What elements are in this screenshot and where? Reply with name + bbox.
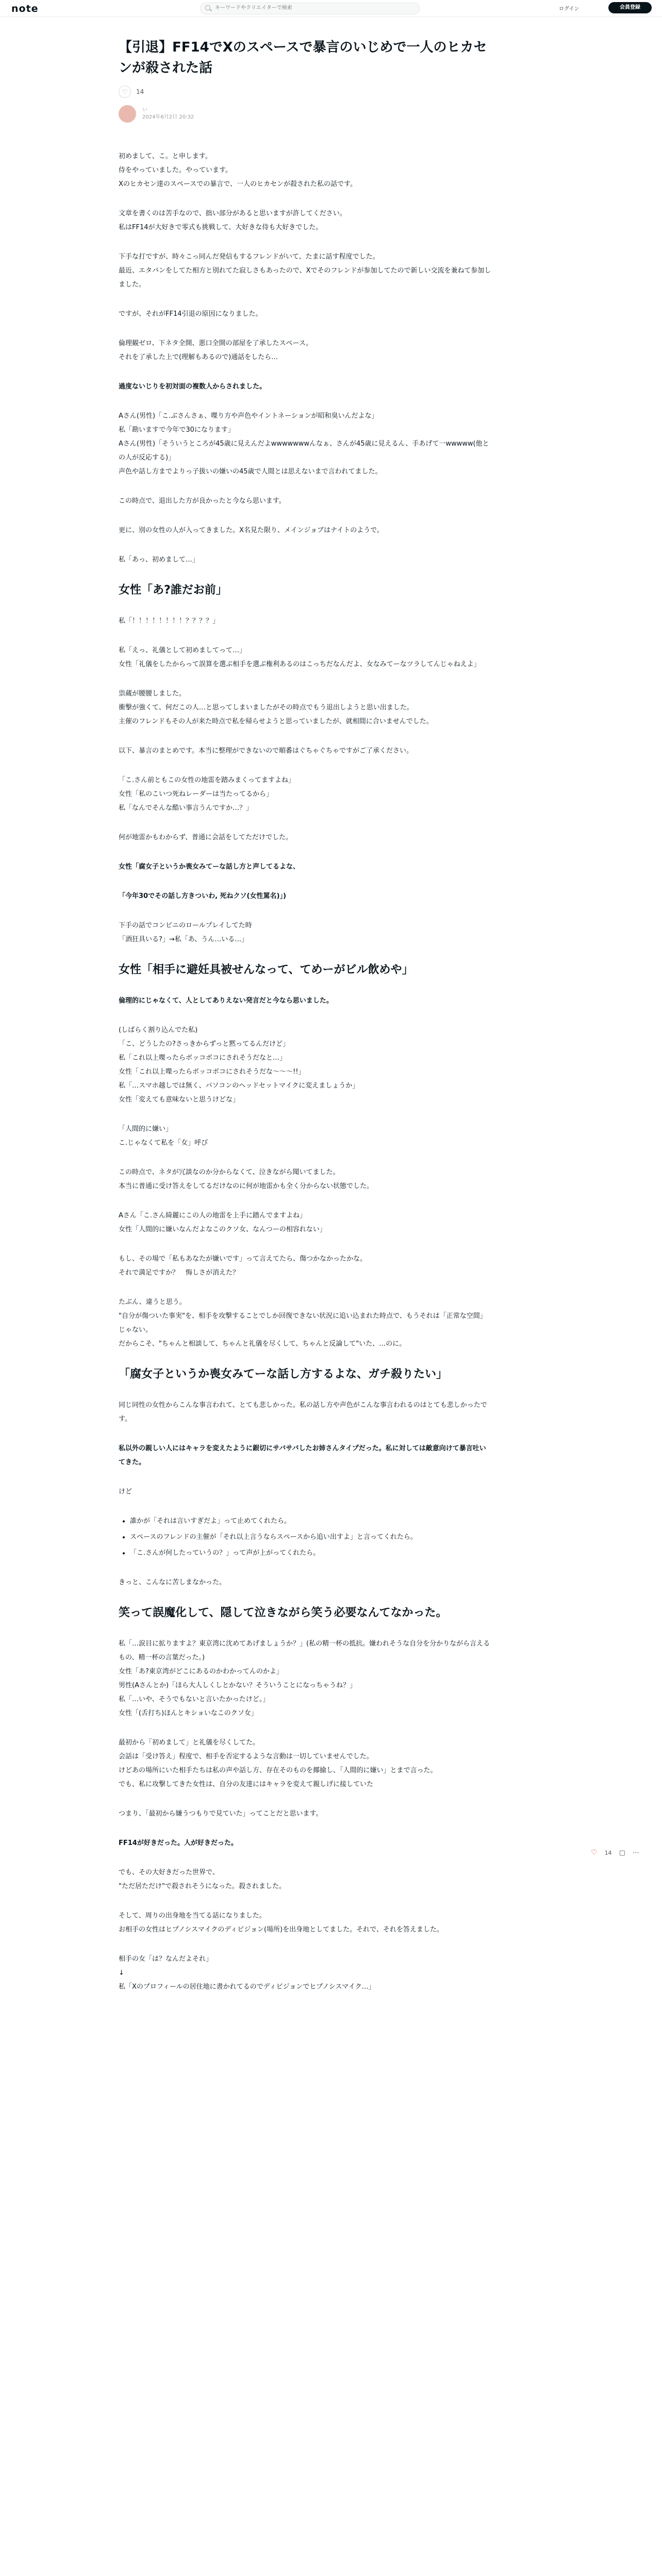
- paragraph: [119, 919, 492, 946]
- paragraph: [119, 1023, 492, 1107]
- text-line: でも、私に攻撃してきた女性は、自分の友達にはキャラを変えて親しげに接していた: [119, 1781, 374, 1788]
- text-line: 侍をやっていました。やっています。: [119, 166, 232, 174]
- text-line: 「こ.さん前ともこの女性の地雷を踏みまくってますよね」: [119, 776, 295, 784]
- text-line: 私「…涙目に拡りますよ？東京湾に沈めてあげましょうか？」(私の精一杯の抵抗。嫌われそうな自分を分かりながら言えるもの、精一杯の言葉だった。): [119, 1640, 490, 1662]
- text-line: 女性「腐女子というか喪女みてーな話し方と声してるよな、: [119, 863, 300, 871]
- paragraph: [119, 1252, 492, 1280]
- post-date: 2024年6月2日 20:32: [142, 114, 194, 120]
- text-line: 以下、暴言のまとめです。本当に整理ができないので順番はぐちゃぐちゃですがご了承ください。: [119, 747, 413, 755]
- text-line: 私「なんでそんな酷い事言うんですか…？」: [119, 804, 253, 812]
- text-line: Aさん「こ.さん綺麗にこの人の地雷を上手に踏んでますよね」: [119, 1212, 307, 1219]
- section-heading: 女性「あ?誰だお前」: [119, 584, 227, 597]
- paragraph: [119, 1637, 492, 1720]
- paragraph: [119, 1736, 492, 1791]
- text-line: 相手の女「は？なんだよそれ」: [119, 1955, 213, 1963]
- search-box[interactable]: [200, 3, 420, 14]
- text-line: ですが、それがFF14引退の原因になりました。: [119, 310, 262, 318]
- text-line: 倫理観ゼロ、下ネタ全開、悪口全開の部屋を了承したスペース。: [119, 340, 313, 347]
- like-row: [119, 86, 492, 98]
- paragraph: [119, 1866, 492, 1893]
- paragraph: [119, 1209, 492, 1236]
- text-line: 女性「(舌打ち)ほんとキショいなこのクソ女」: [119, 1709, 258, 1717]
- text-line: 衝撃が強くて、何だこの人…と思ってしまいましたがその時点でもう退出しようと思い出ました。: [119, 704, 413, 711]
- sidebar-like-count: 14: [604, 1849, 612, 1856]
- text-line: 倫理的にじゃなくて、人としてありえない発言だと今なら思いました。: [119, 997, 333, 1005]
- text-line: でも、その大好きだった世界で、: [119, 1869, 219, 1876]
- text-line: Aさん(男性)「こ.ぶさんさぁ、喋り方や声色やイントネーションが昭和臭いんだよな」: [119, 412, 378, 420]
- paragraph: [119, 250, 492, 292]
- text-line: 「今年30でその話し方きついわ, 死ねクソ(女性罵名)」): [119, 892, 286, 900]
- paragraph: [119, 614, 492, 628]
- text-line: 過度ないじりを初対面の複数人からされました。: [119, 383, 267, 391]
- like-count: 14: [136, 88, 144, 95]
- paragraph: [119, 494, 492, 508]
- list-item: • スペースのフレンドの主催が「それ以上言うならスペースから追い出すよ」と言ってくれたら。: [130, 1530, 492, 1544]
- paragraph: [119, 1442, 492, 1469]
- text-line: 本当に普通に受け答えをしてるだけなのに何が地雷かも全く分からない状態でした。: [119, 1182, 374, 1190]
- text-line: 私「これ以上喋ったらボッコボコにされそうだなと…」: [119, 1054, 287, 1062]
- signup-button[interactable]: 会員登録: [608, 2, 652, 13]
- avatar[interactable]: [119, 105, 136, 123]
- heart-icon[interactable]: ♡: [591, 1849, 598, 1857]
- list-item: • 誰かが「それは言いすぎだよ」って止めてくれたら。: [130, 1514, 492, 1528]
- heart-icon[interactable]: ♡: [119, 86, 131, 98]
- article: [119, 37, 492, 2009]
- text-line: 更に、別の女性の人が入ってきました。X名見た限り、メインジョブはナイトのようで。: [119, 527, 384, 534]
- paragraph: [119, 553, 492, 567]
- search-icon: [205, 5, 210, 10]
- text-line: 何が地雷かもわからず、普通に会話をしてただけでした。: [119, 834, 292, 841]
- text-line: "自分が傷ついた事実"を、相手を攻撃することでしか回復できない状況に追い込まれた時点で、もうそれは「正常な空間」じゃない。: [119, 1312, 487, 1334]
- text-line: お相手の女性はヒプノシスマイクのディビジョン(場所)を出身地としてました。それで、それを答えました。: [119, 1926, 443, 1934]
- text-line: 主催のフレンドもその人が来た時点で私を帰らせようと思っていましたが、就相間に合いませんでした。: [119, 718, 433, 725]
- author-block[interactable]: [119, 105, 492, 123]
- paragraph: [119, 523, 492, 537]
- paragraph: [119, 1398, 492, 1426]
- comment-icon[interactable]: ▢: [619, 1849, 625, 1857]
- paragraph: [119, 409, 492, 479]
- text-line: 会話は「受け答え」程度で、相手を否定するような言動は一切していませんでした。: [119, 1753, 373, 1760]
- text-line: Aさん(男性)「そういうところが45歳に見えんだよwwwwwwwんなぁ、さんが45歳に見えるん、手あげて一wwwww(他との人が反応する)」: [119, 440, 489, 462]
- text-line: 同じ同性の女性からこんな事言われて、とても悲しかった。私の話し方や声色がこんな事言われるのはとても悲しかったです。: [119, 1401, 487, 1423]
- text-line: 最近、エタバンをしてた相方と別れてた寂しさもあったので、Xでそのフレンドが参加してたので新しい交流を兼ねて参加しました。: [119, 267, 491, 289]
- paragraph: [119, 889, 492, 903]
- paragraph: [119, 1952, 492, 1994]
- share-icon[interactable]: ⋯: [632, 1849, 639, 1857]
- text-line: けど: [119, 1488, 133, 1496]
- article-body: [119, 149, 492, 1994]
- paragraph: [119, 994, 492, 1008]
- paragraph: [119, 1485, 492, 1499]
- paragraph: [119, 773, 492, 815]
- paragraph: [119, 207, 492, 234]
- text-line: 女性「礼儀をしたからって誤算を選ぶ相手を選ぶ権利あるのはこっちだなんだよ、女なみてーなツラしてんじゃねえよ」: [119, 660, 481, 668]
- text-line: 女性「変えても意味ないと思うけどな」: [119, 1096, 240, 1104]
- paragraph: [119, 1295, 492, 1351]
- article-title: 【引退】FF14でXのスペースで暴言のいじめで一人のヒカセンが殺された話: [119, 40, 487, 76]
- paragraph: [119, 307, 492, 321]
- text-line: 下手な打ですが、時々こっ同んだ発信もするフレンドがいて、たまに話す程度でした。: [119, 253, 379, 261]
- text-line: たぶん、違うと思う。: [119, 1298, 186, 1306]
- floating-actions: [591, 1849, 639, 1857]
- text-line: もし、その場で「私もあなたが嫌いです」って言えてたら、傷つかなかったかな。: [119, 1255, 367, 1263]
- section-heading: 女性「相手に避妊具被せんなって、てめーがビル飲めや」: [119, 963, 413, 976]
- text-line: きっと、こんなに苦しまなかった。: [119, 1579, 226, 1586]
- section-heading: 笑って誤魔化して、隠して泣きながら笑う必要なんてなかった。: [119, 1606, 448, 1619]
- paragraph: [119, 1165, 492, 1193]
- text-line: 祟蔵が腰腰しました。: [119, 690, 186, 698]
- text-line: だからこそ、"ちゃんと相談して、ちゃんと礼儀を尽くして、ちゃんと反論して"いた、…のに。: [119, 1340, 406, 1348]
- paragraph: [119, 380, 492, 394]
- paragraph: [119, 831, 492, 844]
- paragraph: [119, 687, 492, 728]
- text-line: 初めまして、こ。と申します。: [119, 152, 212, 160]
- text-line: 声色や話し方までよりっ子扱いの嫌いの45歳で人間とは思えないまで言われてました。: [119, 468, 382, 476]
- text-line: そして、周りの出身地を当てる話になりました。: [119, 1912, 266, 1920]
- text-line: ↓: [119, 1969, 124, 1977]
- note-logo[interactable]: note: [11, 3, 39, 14]
- paragraph: [119, 1836, 492, 1850]
- text-line: この時点で、退出した方が良かったと今なら思います。: [119, 497, 286, 505]
- text-line: それで満足ですか？ 悔しさが消えた？: [119, 1269, 240, 1277]
- search-input[interactable]: [214, 5, 412, 11]
- paragraph: [119, 860, 492, 874]
- text-line: それを了承した上で(理解もあるので)通話をしたら…: [119, 353, 278, 361]
- text-line: 文章を書くのは苦手なので、拙い部分があると思いますが許してください。: [119, 210, 346, 217]
- text-line: けどあの場所にいた相手たちは私の声や話し方、存在そのものを揶揄し、「人間的に嫌い」とまで言った。: [119, 1767, 437, 1774]
- text-line: 私「Xのプロフィールの居住地に書かれてるのでディビジョンでヒプノシスマイク…」: [119, 1983, 375, 1991]
- text-line: 私「！！！！！！！！？？？？」: [119, 617, 220, 625]
- text-line: 「酒狂具いる?」→私「あ、うん…いる…」: [119, 936, 249, 943]
- text-line: (しばらく割り込んでた私): [119, 1026, 198, 1034]
- text-line: 私「勘いますで今年で30になります」: [119, 426, 235, 434]
- paragraph: [119, 643, 492, 671]
- login-link[interactable]: ログイン: [559, 6, 580, 12]
- text-line: FF14が好きだった。人が好きだった。: [119, 1839, 238, 1847]
- text-line: 女性「人間的に嫌いなんだよなこのクソ女、なんつーの相容れない」: [119, 1226, 326, 1233]
- text-line: "ただ居ただけ"で殺されそうになった。殺されました。: [119, 1883, 286, 1890]
- paragraph: [119, 1122, 492, 1150]
- paragraph: [119, 1807, 492, 1821]
- text-line: 私「えっ、礼儀として初めましてって…」: [119, 647, 246, 654]
- text-line: Xのヒカセン達のスペースでの暴言で、一人のヒカセンが殺された私の話です。: [119, 180, 357, 188]
- author-name[interactable]: い: [142, 107, 147, 113]
- text-line: この時点で、ネタが冗談なのか分からなくて、泣きながら聞いてました。: [119, 1168, 340, 1176]
- text-line: 「人間的に嫌い」: [119, 1125, 173, 1133]
- list-item: • 「こ.さんが何したっていうの？」って声が上がってくれたら。: [130, 1546, 492, 1560]
- text-line: 女性「私のこいつ死ねレーダーは当たってるから」: [119, 790, 273, 798]
- text-line: 私「…いや、そうでもないと言いたかったけど。」: [119, 1696, 270, 1703]
- paragraph: [119, 1575, 492, 1589]
- paragraph: [119, 1909, 492, 1937]
- section-heading: 「腐女子というか喪女みてーな話し方するよな、ガチ殺りたい」: [119, 1368, 448, 1381]
- paragraph: [119, 149, 492, 191]
- text-line: 女性「これ以上喋ったらボッコボコにされそうだな〜〜〜!!」: [119, 1068, 305, 1076]
- bullet-list: [119, 1514, 492, 1560]
- paragraph: [119, 336, 492, 364]
- top-navigation: [0, 0, 662, 17]
- text-line: 男性(Aさんとか)「ほら大人しくしとかない？そういうことになっちゃうね？」: [119, 1682, 357, 1689]
- text-line: つまり、「最初から嫌うつもりで見ていた」ってことだと思います。: [119, 1810, 323, 1818]
- text-line: こ.じゃなくて私を「女」呼び: [119, 1139, 208, 1147]
- text-line: 「こ、どうしたの?さっきからずっと黙ってるんだけど」: [119, 1040, 290, 1048]
- text-line: 最初から「初めまして」と礼儀を尽くしてた。: [119, 1739, 260, 1747]
- text-line: 私以外の親しい人にはキャラを変えたように銀切にサバサバしたお姉さんタイプだった。私に対しては敵意向けて暴言吐いてきた。: [119, 1445, 486, 1466]
- text-line: 下手の話でコンビニのロールプレイしてた時: [119, 922, 252, 929]
- text-line: 私はFF14が大好きで零式も挑戦して、大好きな侍も大好きでした。: [119, 224, 323, 231]
- text-line: 女性「あ?東京湾がどこにあるのかわかってんのかよ」: [119, 1668, 283, 1675]
- text-line: 私「…スマホ越しでは無く、パソコンのヘッドセットマイクに変えましょうか」: [119, 1082, 359, 1090]
- text-line: 私「あっ、初めまして…」: [119, 556, 199, 564]
- paragraph: [119, 744, 492, 758]
